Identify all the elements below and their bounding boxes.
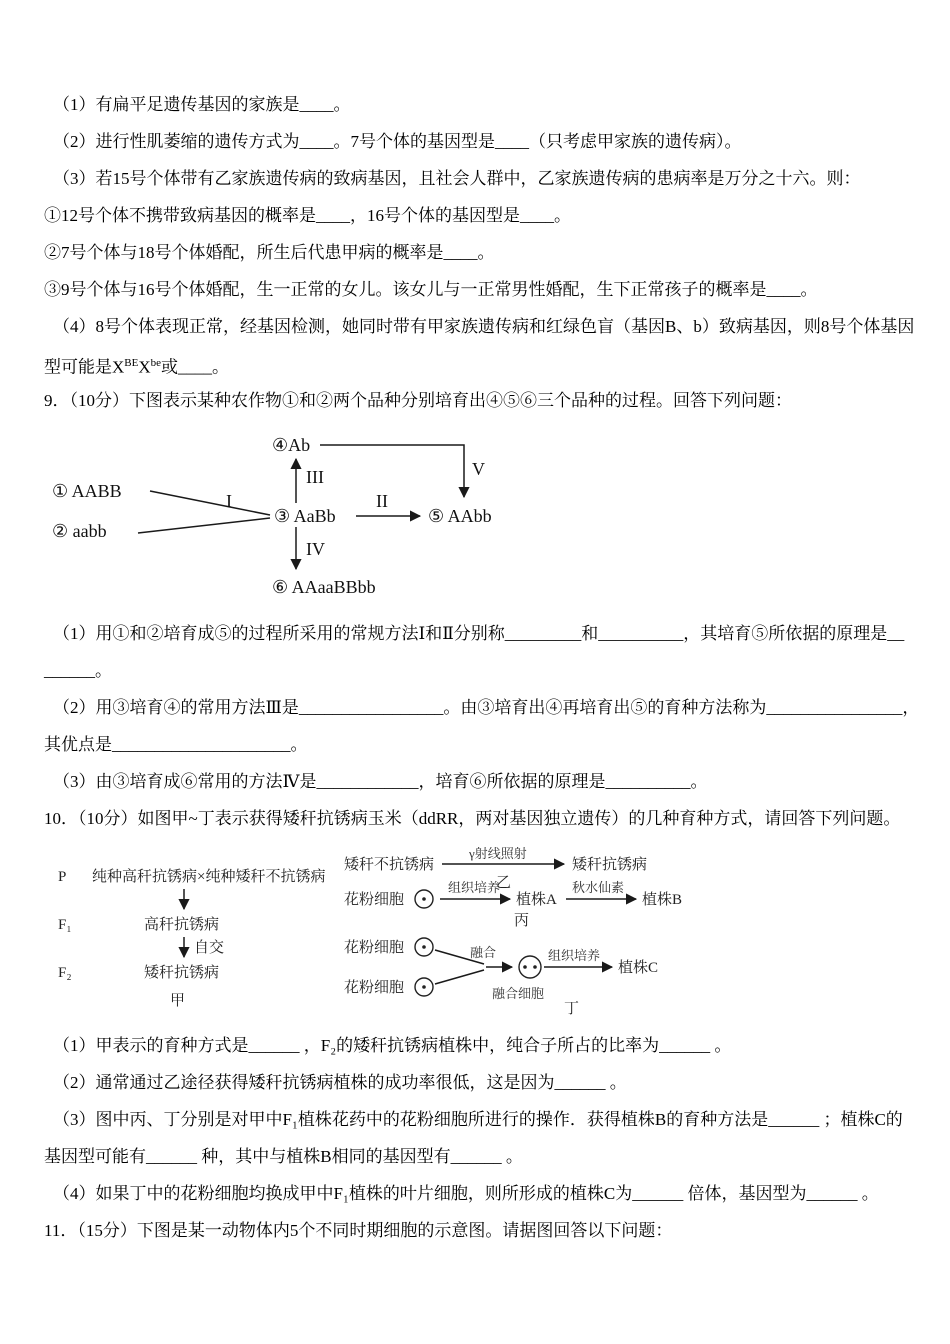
cross-line-upper [150, 491, 270, 515]
label-variety-3: ③ AaBb [274, 506, 336, 526]
colchicine-label: 秋水仙素 [572, 880, 625, 895]
text-line: （1）有扁平足遗传基因的家族是____。 [53, 95, 351, 114]
fused-cell-icon [519, 956, 541, 978]
question-10-stem: 10．（10分）如图甲~丁表示获得矮秆抗锈病玉米（ddRR，两对基因独立遗传）的几种育种方式，请回答下列问题。 [44, 809, 901, 828]
label-method-I: I [226, 491, 232, 511]
method-jia-caption: 甲 [170, 993, 186, 1009]
label-variety-6: ⑥ AAaaBBbb [272, 577, 376, 597]
fused-cell-nucleus-dot [523, 965, 527, 969]
label-variety-4: ④Ab [272, 435, 311, 455]
text-line: ②7号个体与18号个体婚配，所生后代患甲病的概率是____。 [44, 243, 495, 262]
tissue-culture-label-1: 组织培养 [448, 880, 501, 895]
text-line: （1）用①和②培育成⑤的过程所采用的常规方法Ⅰ和Ⅱ分别称_________和__________，其培育⑤所依据的原理是__ [53, 624, 905, 643]
fusion-line-lower [435, 970, 484, 984]
label-variety-1: ① AABB [52, 481, 122, 501]
label-method-III: III [306, 467, 324, 487]
maize-breeding-diagram [44, 847, 924, 1025]
plant-b-label: 植株B [642, 892, 683, 908]
text-line: （4）8号个体表现正常，经基因检测，她同时带有甲家族遗传病和红绿色盲（基因B、b）致病基因，则8号个体基因 [53, 317, 915, 336]
fused-cell-caption: 融合细胞 [492, 986, 545, 1001]
genotype-superscript: be [150, 357, 162, 369]
selfing-label: 自交 [194, 940, 225, 956]
dwarf-resistant-label: 矮秆抗锈病 [572, 857, 648, 873]
pollen-cell-nucleus-dot [422, 945, 426, 949]
genotype-superscript: BE [124, 357, 139, 369]
text-line: （3）若15号个体带有乙家族遗传病的致病基因，且社会人群中，乙家族遗传病的患病率是万分之十六。则： [53, 169, 861, 188]
dwarf-nonresistant-label: 矮秆不抗锈病 [344, 857, 435, 873]
text-line: （3）图中丙、丁分别是对甲中F₁植株花药中的花粉细胞所进行的操作．获得植株B的育种方法是______ ；植株C的 [53, 1110, 903, 1129]
plant-a-label: 植株A [516, 892, 557, 908]
text-line: （2）通常通过乙途径获得矮秆抗锈病植株的成功率很低，这是因为______ 。 [53, 1073, 627, 1092]
genotype-pre: 型可能是X [44, 357, 125, 377]
genotype-post: 或____。 [161, 357, 230, 377]
arrow-V [320, 445, 464, 497]
label-method-II: II [376, 491, 388, 511]
gamma-ray-label: γ射线照射 [469, 847, 527, 861]
text-line: （4）如果丁中的花粉细胞均换成甲中F₁植株的叶片细胞，则所形成的植株C为______ 倍体，基因型为______ 。 [53, 1184, 879, 1203]
question-9-stem: 9．（10分）下图表示某种农作物①和②两个品种分别培育出④⑤⑥三个品种的过程。回答下列问题： [44, 391, 792, 410]
label-method-V: V [472, 459, 485, 479]
genotype-mid: X [138, 357, 151, 377]
method-bing-caption: 丙 [514, 913, 530, 929]
text-line-genotype [44, 345, 906, 382]
f2-label: F₂ [58, 965, 72, 981]
method-ding-caption: 丁 [564, 1001, 580, 1017]
f1-label: F₁ [58, 917, 72, 933]
plant-c-label: 植株C [618, 960, 659, 976]
text-line: （1）甲表示的育种方式是______ ，F₂的矮秆抗锈病植株中，纯合子所占的比率为______ 。 [53, 1036, 732, 1055]
text-line: ③9号个体与16号个体婚配，生一正常的女儿。该女儿与一正常男性婚配，生下正常孩子的概率是____。 [44, 280, 818, 299]
text-line: ①12号个体不携带致病基因的概率是____，16号个体的基因型是____。 [44, 206, 571, 225]
fused-cell-nucleus-dot [533, 965, 537, 969]
tissue-culture-label-2: 组织培养 [548, 948, 601, 963]
fusion-label: 融合 [470, 945, 497, 960]
label-variety-2: ② aabb [52, 521, 107, 541]
text-line: 基因型可能有______ 种，其中与植株B相同的基因型有______ 。 [44, 1147, 523, 1166]
text-line: （2）用③培育④的常用方法Ⅲ是_________________。由③培育出④再培育出⑤的育种方法称为________________， [53, 698, 920, 717]
question-11-stem: 11．（15分）下图是某一动物体内5个不同时期细胞的示意图。请据图回答以下问题： [44, 1221, 673, 1240]
pollen-cell-label: 花粉细胞 [344, 940, 405, 956]
p-generation-label: P [58, 869, 67, 885]
pollen-cell-label: 花粉细胞 [344, 980, 405, 996]
crop-breeding-diagram [44, 423, 564, 613]
pollen-cell-nucleus-dot [422, 985, 426, 989]
pollen-cell-label: 花粉细胞 [344, 892, 405, 908]
text-line: 其优点是_____________________。 [44, 735, 308, 754]
text-line: （2）进行性肌萎缩的遗传方式为____。7号个体的基因型是____（只考虑甲家族的遗传病）。 [53, 132, 742, 151]
f2-phenotype: 矮秆抗锈病 [144, 965, 220, 981]
text-line: （3）由③培育成⑥常用的方法Ⅳ是____________，培育⑥所依据的原理是__________。 [53, 772, 708, 791]
pollen-cell-nucleus-dot [422, 897, 426, 901]
f1-phenotype: 高秆抗锈病 [144, 917, 220, 933]
text-line: ______。 [44, 661, 112, 680]
label-variety-5: ⑤ AAbb [428, 506, 492, 526]
cross-line-lower [138, 518, 270, 533]
label-method-IV: IV [306, 539, 325, 559]
method-yi-caption: 乙 [496, 875, 512, 891]
p-cross-text: 纯种高秆抗锈病×纯种矮秆不抗锈病 [92, 869, 326, 885]
